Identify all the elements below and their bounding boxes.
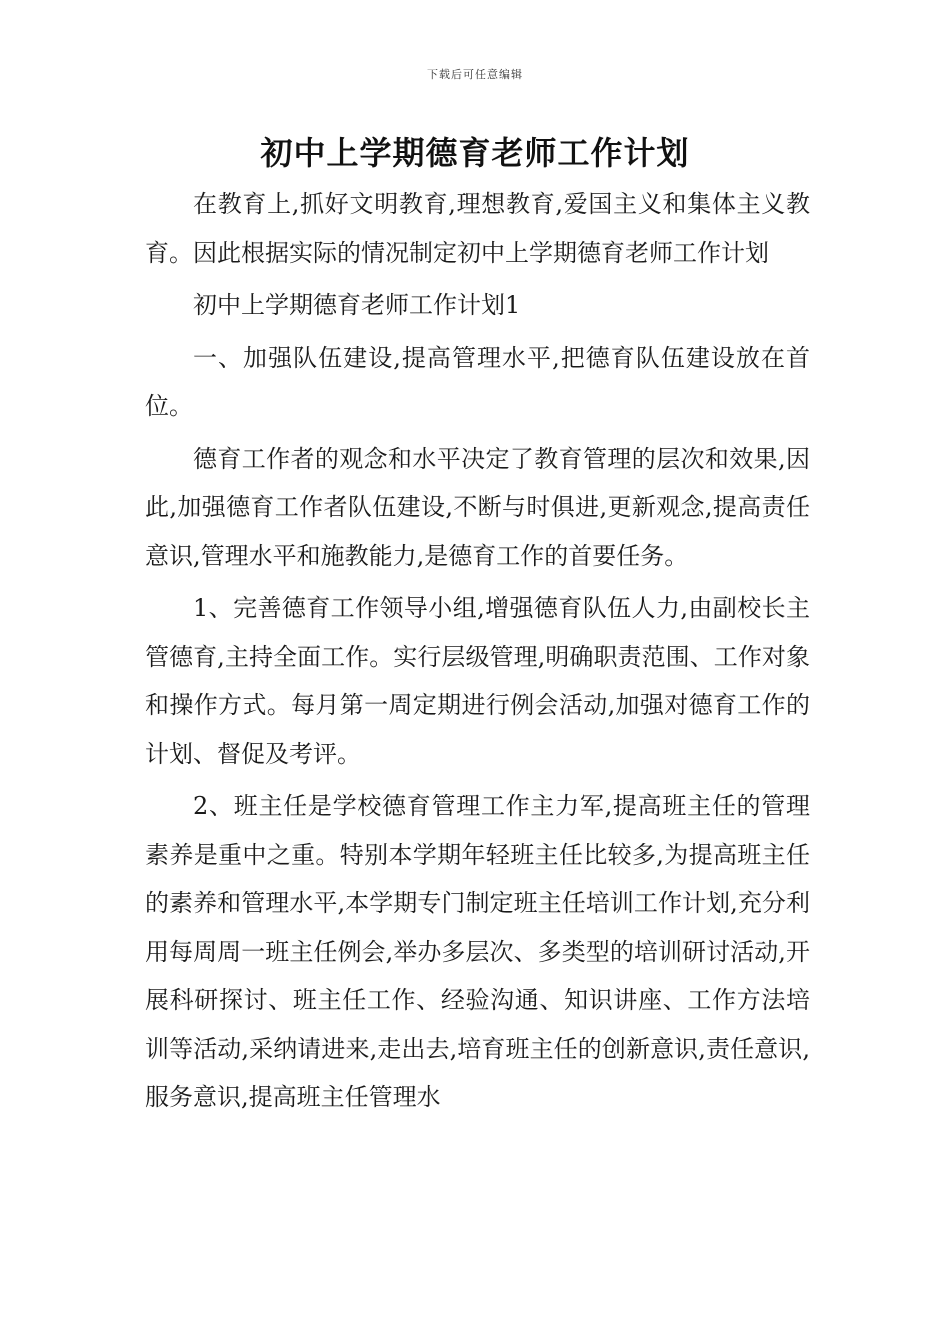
document-body	[145, 180, 810, 1122]
header-note: 下载后可任意编辑	[427, 68, 523, 81]
subsection-heading: 一、加强队伍建设,提高管理水平,把德育队伍建设放在首位。	[145, 343, 810, 420]
body-paragraph: 德育工作者的观念和水平决定了教育管理的层次和效果,因此,加强德育工作者队伍建设,不断与时俱进,更新观念,提高责任意识,管理水平和施教能力,是德育工作的首要任务。	[145, 444, 810, 570]
section-heading: 初中上学期德育老师工作计划1	[193, 291, 521, 319]
document-title: 初中上学期德育老师工作计划	[260, 134, 690, 172]
body-paragraph: 1、完善德育工作领导小组,增强德育队伍人力,由副校长主管德育,主持全面工作。实行层级管理,明确职责范围、工作对象和操作方式。每月第一周定期进行例会活动,加强对德育工作的计划、督促及考评。	[145, 594, 810, 768]
body-paragraph: 2、班主任是学校德育管理工作主力军,提高班主任的管理素养是重中之重。特别本学期年轻班主任比较多,为提高班主任的素养和管理水平,本学期专门制定班主任培训工作计划,充分利用每周周一班主任例会,举办多层次、多类型的培训研讨活动,开展科研探讨、班主任工作、经验沟通、知识讲座、工作方法培训等活动,采纳请进来,走出去,培育班主任的创新意识,责任意识,服务意识,提高班主任管理水	[145, 792, 810, 1111]
intro-paragraph: 在教育上,抓好文明教育,理想教育,爱国主义和集体主义教育。因此根据实际的情况制定初中上学期德育老师工作计划	[145, 190, 810, 267]
